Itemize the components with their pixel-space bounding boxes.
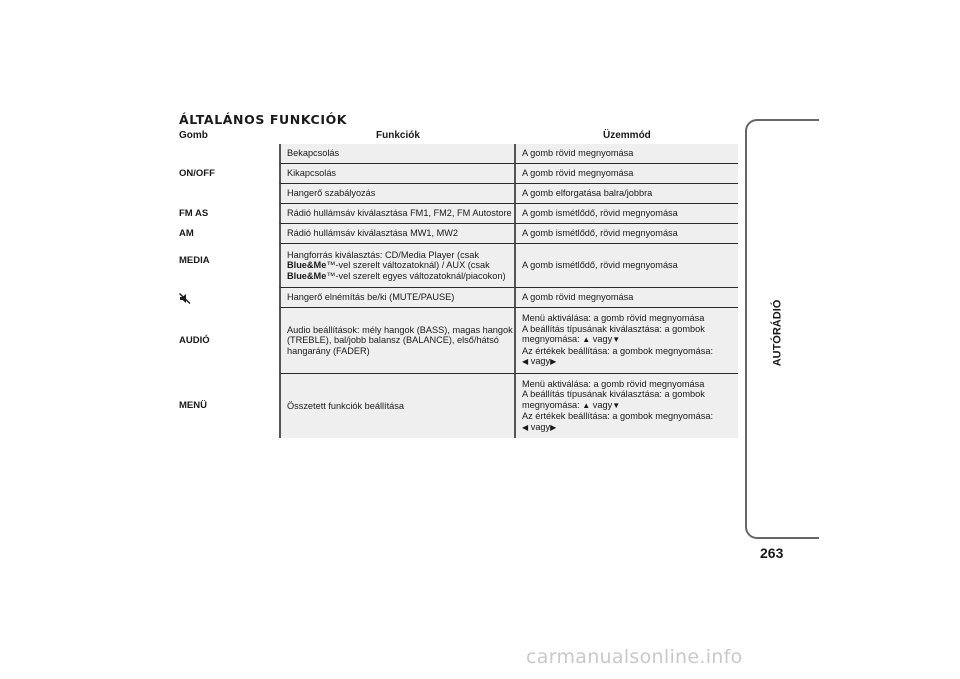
mode-text: A beállítás típusának kiválasztása: a gombok bbox=[522, 323, 705, 334]
function-cell bbox=[279, 374, 514, 438]
mode-cell bbox=[514, 184, 738, 204]
table-row-media bbox=[179, 244, 738, 288]
mode-cell bbox=[514, 288, 738, 308]
table-row-mute bbox=[179, 288, 738, 308]
chapter-label-text: AUTÓRÁDIÓ bbox=[771, 299, 784, 367]
key-am: AM bbox=[179, 227, 194, 239]
mode-text: A gomb ismétlődő, rövid megnyomása bbox=[522, 228, 678, 239]
table-row-fmas bbox=[179, 204, 738, 224]
key-menu: MENÜ bbox=[179, 399, 207, 411]
triangle-right-icon: ▶ bbox=[550, 357, 557, 367]
mode-text: A gomb rövid megnyomása bbox=[522, 148, 634, 159]
function-cell bbox=[279, 184, 514, 204]
mode-text: A gomb ismétlődő, rövid megnyomása bbox=[522, 208, 678, 219]
mute-speaker-icon bbox=[179, 288, 279, 308]
mode-text: Menü aktiválása: a gomb rövid megnyomása bbox=[522, 313, 705, 324]
mode-text: Az értékek beállítása: a gombok megnyomása: bbox=[522, 411, 713, 422]
function-text: Rádió hullámsáv kiválasztása FM1, FM2, FM Autostore bbox=[287, 208, 512, 219]
mode-text: vagy bbox=[530, 356, 551, 367]
mode-text: vagy bbox=[592, 334, 613, 345]
table-row-am bbox=[179, 224, 738, 244]
table-row-onoff bbox=[179, 144, 738, 204]
function-cell bbox=[279, 288, 514, 308]
function-text: Hangerő elnémítás be/ki (MUTE/PAUSE) bbox=[287, 292, 455, 303]
function-text: Bekapcsolás bbox=[287, 148, 340, 159]
mode-cell bbox=[514, 224, 738, 244]
mode-cell bbox=[514, 374, 738, 438]
header-funkciok: Funkciók bbox=[376, 130, 420, 141]
page-number: 263 bbox=[760, 545, 784, 561]
mode-text: Menü aktiválása: a gomb rövid megnyomása bbox=[522, 378, 705, 389]
function-text: Rádió hullámsáv kiválasztása MW1, MW2 bbox=[287, 228, 459, 239]
table-row bbox=[279, 164, 738, 184]
chapter-label bbox=[767, 298, 787, 368]
blue-me-brand: Blue&Me bbox=[287, 260, 327, 271]
function-text: (TREBLE), bal/jobb balansz (BALANCE), első/hátsó bbox=[287, 335, 499, 346]
function-text: ™-vel szerelt változatoknál) / AUX (csak bbox=[326, 260, 490, 271]
triangle-down-icon: ▼ bbox=[612, 400, 621, 410]
triangle-down-icon: ▼ bbox=[612, 335, 621, 345]
mode-text: A gomb rövid megnyomása bbox=[522, 168, 634, 179]
key-media: MEDIA bbox=[179, 255, 210, 266]
header-gomb: Gomb bbox=[179, 130, 208, 141]
mode-text: A gomb elforgatása balra/jobbra bbox=[522, 188, 653, 199]
functions-table bbox=[179, 144, 738, 438]
mode-text: vagy bbox=[592, 399, 613, 410]
mode-text: A gomb ismétlődő, rövid megnyomása bbox=[522, 260, 678, 271]
triangle-up-icon: ▲ bbox=[582, 335, 591, 345]
function-cell bbox=[279, 144, 514, 164]
key-onoff: ON/OFF bbox=[179, 167, 215, 179]
mode-text: megnyomása: bbox=[522, 334, 580, 345]
mode-cell bbox=[514, 144, 738, 164]
function-text: Audio beállítások: mély hangok (BASS), magas hangok bbox=[287, 324, 513, 335]
key-audio: AUDIÓ bbox=[179, 334, 210, 346]
mode-cell bbox=[514, 308, 738, 374]
function-cell bbox=[279, 308, 514, 374]
function-text: Összetett funkciók beállítása bbox=[287, 400, 404, 411]
mode-cell bbox=[514, 204, 738, 224]
triangle-left-icon: ◀ bbox=[522, 422, 529, 432]
key-fmas: FM AS bbox=[179, 207, 209, 219]
header-uzemmod: Üzemmód bbox=[603, 130, 651, 141]
function-cell bbox=[279, 204, 514, 224]
triangle-right-icon: ▶ bbox=[550, 422, 557, 432]
mode-text: A gomb rövid megnyomása bbox=[522, 292, 634, 303]
function-text: Hangforrás kiválasztás: CD/Media Player (csak bbox=[287, 249, 479, 260]
mode-text: Az értékek beállítása: a gombok megnyomása: bbox=[522, 345, 713, 356]
table-row bbox=[279, 144, 738, 164]
mode-text: megnyomása: bbox=[522, 399, 580, 410]
table-row bbox=[279, 184, 738, 204]
function-text: Hangerő szabályozás bbox=[287, 188, 376, 199]
mode-text: A beállítás típusának kiválasztása: a gombok bbox=[522, 389, 705, 400]
triangle-left-icon: ◀ bbox=[522, 357, 529, 367]
mode-cell bbox=[514, 244, 738, 288]
function-text: Kikapcsolás bbox=[287, 168, 337, 179]
function-text: ™-vel szerelt egyes változatoknál/piacokon) bbox=[326, 270, 506, 281]
triangle-up-icon: ▲ bbox=[582, 400, 591, 410]
blue-me-brand: Blue&Me bbox=[287, 270, 327, 281]
mode-text: vagy bbox=[530, 421, 551, 432]
watermark: carmanualsonline.info bbox=[526, 646, 743, 668]
table-row-menu bbox=[179, 374, 738, 438]
function-cell bbox=[279, 164, 514, 184]
section-title: ÁLTALÁNOS FUNKCIÓK bbox=[179, 112, 348, 127]
function-cell bbox=[279, 224, 514, 244]
mode-cell bbox=[514, 164, 738, 184]
function-text: hangarány (FADER) bbox=[287, 345, 370, 356]
table-row-audio bbox=[179, 308, 738, 374]
function-cell bbox=[279, 244, 514, 288]
